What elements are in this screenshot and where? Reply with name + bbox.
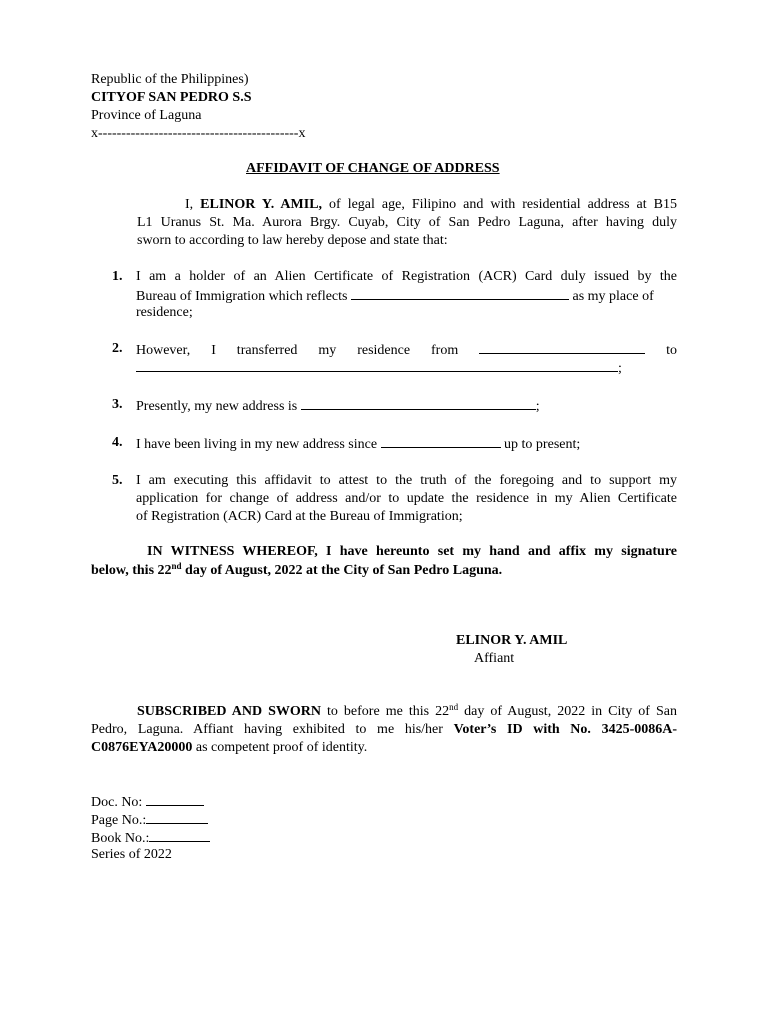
item-4-line: I have been living in my new address since up to present; xyxy=(136,434,580,454)
witness-line-1: IN WITNESS WHEREOF, I have hereunto set my hand and affix my signature xyxy=(147,544,677,559)
item-5-line-1: I am executing this affidavit to attest to the truth of the foregoing and to support my xyxy=(136,473,677,488)
item-2-line-1: However, I transferred my residence from to xyxy=(136,340,677,360)
former-residence-blank[interactable] xyxy=(479,340,645,354)
jurat-line-2: Pedro, Laguna. Affiant having exhibited to me his/her Voter’s ID with No. 3425-0086A- xyxy=(91,722,678,737)
affiant-name: ELINOR Y. AMIL, xyxy=(200,197,323,212)
item-5-line-2: application for change of address and/or to update the residence in my Alien Certificate xyxy=(136,491,677,506)
new-residence-blank[interactable] xyxy=(136,358,618,372)
voter-id-number: C0876EYA20000 xyxy=(91,740,193,755)
doc-no: Doc. No: xyxy=(91,792,204,812)
page-no-blank[interactable] xyxy=(146,810,208,824)
item-5-line-3: of Registration (ACR) Card at the Bureau of Immigration; xyxy=(136,509,463,524)
series: Series of 2022 xyxy=(91,847,172,862)
item-2-line-2: ; xyxy=(136,358,622,378)
item-number: 2. xyxy=(112,341,123,356)
intro-line-2: L1 Uranus St. Ma. Aurora Brgy. Cuyab, City of San Pedro Laguna, after having duly xyxy=(137,215,677,230)
item-1-line-1: I am a holder of an Alien Certificate of Registration (ACR) Card duly issued by the xyxy=(136,269,677,284)
header-divider: x-------------------------------------------x xyxy=(91,126,306,141)
intro-line-1: I, ELINOR Y. AMIL, of legal age, Filipino and with residential address at B15 xyxy=(185,197,677,212)
since-date-blank[interactable] xyxy=(381,434,501,448)
signatory-role: Affiant xyxy=(474,651,515,666)
acr-address-blank[interactable] xyxy=(351,286,569,300)
page-no: Page No.: xyxy=(91,810,208,830)
signatory-name: ELINOR Y. AMIL xyxy=(456,633,568,648)
book-no-blank[interactable] xyxy=(149,828,210,842)
item-number: 5. xyxy=(112,473,123,488)
intro-line-3: sworn to according to law hereby depose and state that: xyxy=(137,233,448,248)
item-number: 3. xyxy=(112,397,123,412)
item-number: 4. xyxy=(112,435,123,450)
document-title: AFFIDAVIT OF CHANGE OF ADDRESS xyxy=(246,161,500,176)
item-1-line-3: residence; xyxy=(136,305,193,320)
item-number: 1. xyxy=(112,269,123,284)
witness-line-2: below, this 22nd day of August, 2022 at the City of San Pedro Laguna. xyxy=(91,561,503,578)
book-no: Book No.: xyxy=(91,828,210,848)
item-3-line: Presently, my new address is ; xyxy=(136,396,540,416)
jurat-line-3: C0876EYA20000 as competent proof of identity. xyxy=(91,740,368,755)
item-1-line-2: Bureau of Immigration which reflects as my place of xyxy=(136,286,654,306)
jurat-line-1: SUBSCRIBED AND SWORN to before me this 22nd day of August, 2022 in City of San xyxy=(137,702,677,719)
doc-no-blank[interactable] xyxy=(146,792,204,806)
header-province: Province of Laguna xyxy=(91,108,202,123)
header-republic: Republic of the Philippines) xyxy=(91,72,249,87)
header-city: CITYOF SAN PEDRO S.S xyxy=(91,90,252,105)
new-address-blank[interactable] xyxy=(301,396,536,410)
